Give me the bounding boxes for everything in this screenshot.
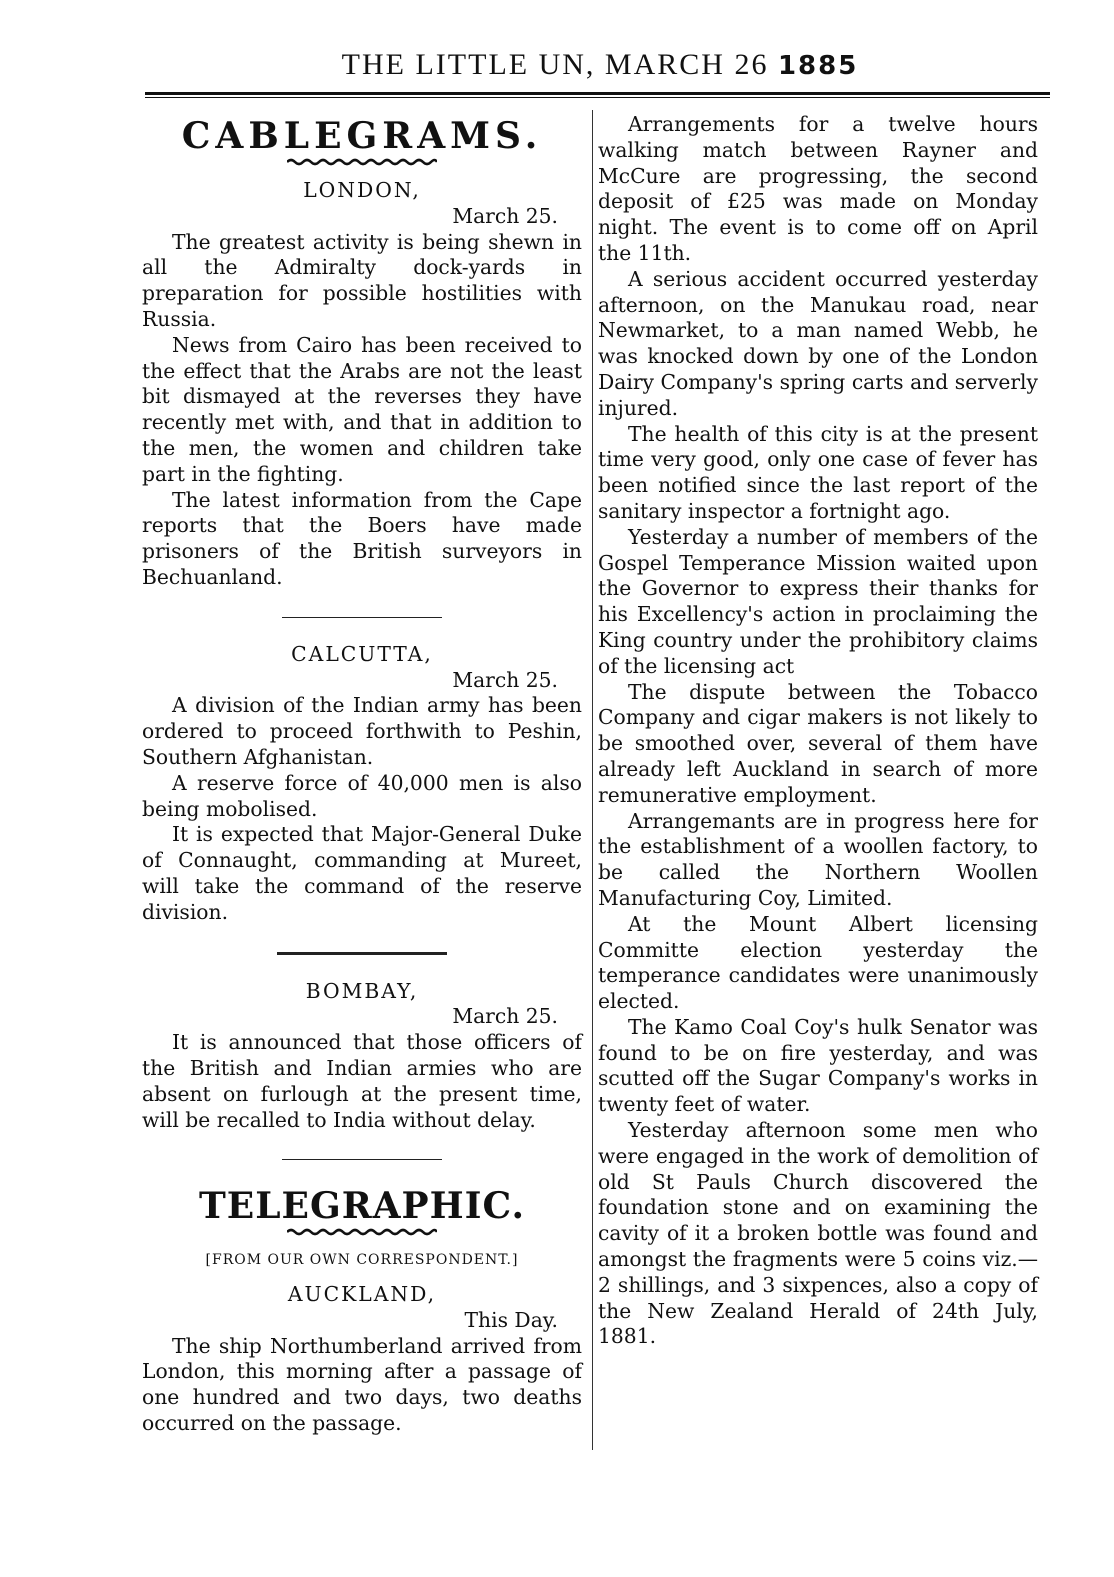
left-column (142, 112, 582, 1437)
dateline-london: LONDON, (303, 178, 421, 202)
news-paragraph: At the Mount Albert licensing Committe election yesterday the temperance candidates were unanimously elected. (598, 911, 1038, 1014)
news-paragraph: The Kamo Coal Coy's hulk Senator was found to be on fire yesterday, and was scutted off the Sugar Company's works in twenty feet of water. (598, 1014, 1038, 1117)
heading-ornament (287, 158, 437, 166)
dateline-auckland: AUCKLAND, (287, 1282, 437, 1307)
news-paragraph: The ship Northumberland arrived from London, this morning after a passage of one hundred and two days, two deaths occurred on the passage. (142, 1333, 582, 1436)
dateline-date: March 25. (452, 667, 558, 692)
masthead-rule-thin (145, 97, 1050, 98)
news-paragraph: A reserve force of 40,000 men is also being mobolised. (142, 770, 582, 821)
news-paragraph: A division of the Indian army has been ordered to proceed forthwith to Peshin, Southern Afghanistan. (142, 693, 582, 769)
heading-ornament (287, 1228, 437, 1236)
masthead (150, 48, 1050, 82)
news-paragraph: A serious accident occurred yesterday afternoon, on the Manukau road, near Newmarket, to a man named Webb, he was knocked down by one of the London Dairy Company's spring carts and serverly injured. (598, 266, 1038, 420)
telegraphic-heading: TELEGRAPHIC. (198, 1185, 526, 1228)
dateline-calcutta: CALCUTTA, (291, 641, 433, 666)
masthead-year: 1885 (777, 51, 859, 81)
dateline-date: March 25. (452, 1004, 558, 1029)
news-paragraph: The health of this city is at the present time very good, only one case of fever has been notified since the last report of the sanitary inspector a fortnight ago. (598, 421, 1038, 523)
section-divider (277, 952, 447, 955)
news-paragraph: Yesterday afternoon some men who were engaged in the work of demolition of old St Pauls Church discovered the foundation stone and on examining the cavity of it a broken bottle was found and amongst the fragments were 5 coins viz.—2 shillings, and 3 sixpences, also a copy of the New Zealand Herald of 24th July, 1881. (598, 1118, 1038, 1349)
news-paragraph: Arrangements for a twelve hours walking match between Rayner and McCure are progressing, the second deposit of £25 was made on Monday night. The event is to come off on April the 11th. (598, 112, 1038, 265)
cablegrams-heading: CABLEGRAMS. (181, 115, 543, 157)
masthead-rule (145, 92, 1050, 95)
news-paragraph: The dispute between the Tobacco Company and cigar makers is not likely to be smoothed over, several of them have already left Auckland in search of more remunerative employment. (598, 679, 1038, 807)
news-paragraph: The latest information from the Cape reports that the Boers have made prisoners of the British surveyors in Bechuanland. (142, 487, 582, 589)
news-paragraph: Arrangemants are in progress here for the establishment of a woollen factory, to be called the Northern Woollen Manufacturing Coy, Limited. (598, 808, 1038, 910)
news-paragraph: Yesterday a number of members of the Gospel Temperance Mission waited upon the Governor to express their thanks for his Excellency's action in proclaiming the King country under the prohibitory claims of the licensing act (598, 524, 1038, 678)
news-paragraph: It is expected that Major-General Duke of Connaught, commanding at Mureet, will take the command of the reserve division. (142, 822, 582, 924)
news-paragraph: The greatest activity is being shewn in all the Admiralty dock-yards in preparation for possible hostilities with Russia. (142, 229, 582, 331)
news-paragraph: It is announced that those officers of the British and Indian armies who are absent on furlough at the present time, will be recalled to India without delay. (142, 1030, 582, 1132)
section-divider (282, 617, 442, 618)
correspondent-note: [FROM OUR OWN CORRESPONDENT.] (205, 1252, 519, 1269)
dateline-date: This Day. (464, 1307, 558, 1332)
dateline-date: March 25. (452, 203, 558, 228)
right-column (598, 112, 1038, 1350)
masthead-day: 26 (734, 48, 769, 81)
dateline-bombay: BOMBAY, (305, 978, 419, 1003)
news-paragraph: News from Cairo has been received to the effect that the Arabs are not the least bit dismayed at the reverses they have recently met with, and that in addition to the men, the women and children take part in the fighting. (142, 332, 582, 486)
section-divider (282, 1159, 442, 1160)
column-divider (592, 110, 593, 1450)
masthead-title: THE LITTLE UN, MARCH (341, 48, 725, 81)
